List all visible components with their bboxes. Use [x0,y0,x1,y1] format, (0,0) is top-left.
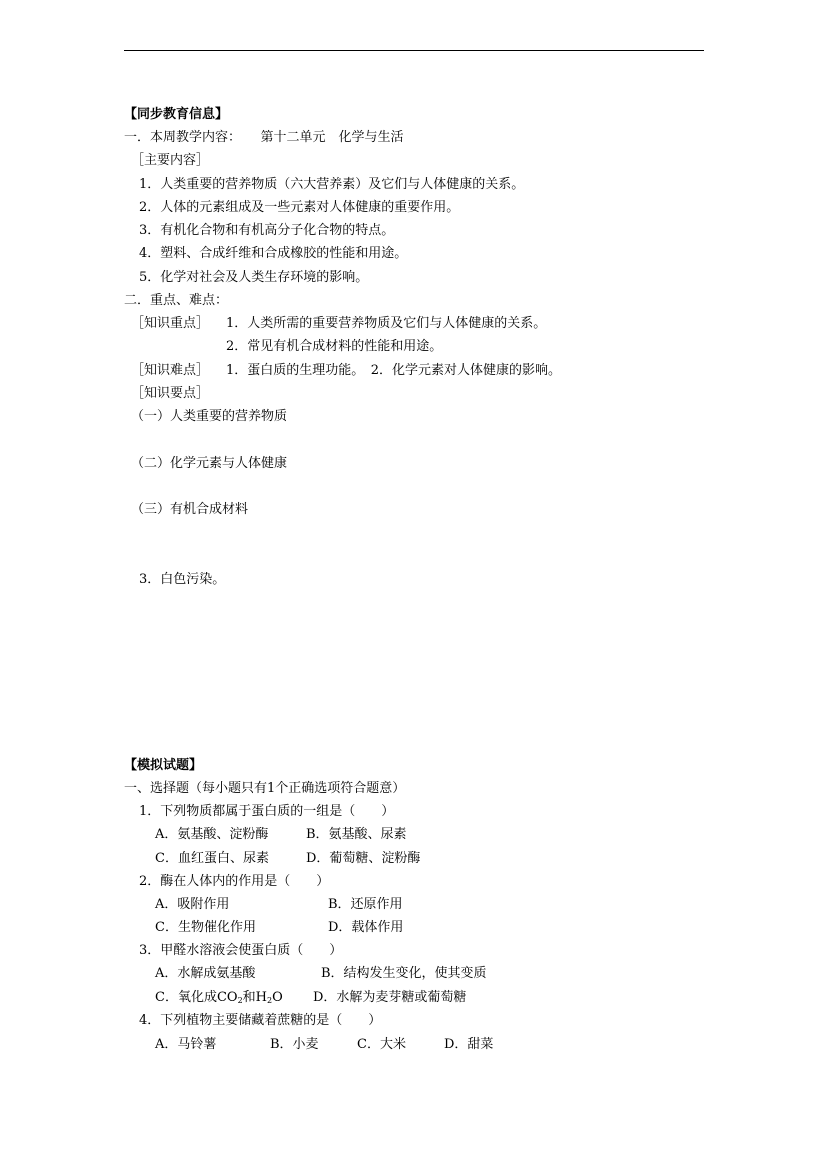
q4-option-a: A．马铃薯 [155,1037,217,1052]
keypoints-heading: 二．重点、难点： [124,293,229,308]
q3-option-c-subscript: 2 [237,996,243,1005]
difficulty-label: ［知识难点］ [131,363,210,378]
q4-stem: 4．下列植物主要储藏着蔗糖的是（ ） [139,1013,382,1028]
q1-stem: 1．下列物质都属于蛋白质的一组是（ ） [139,804,395,819]
q3-option-b: B．结构发生变化，使其变质 [321,966,487,981]
q1-option-d: D．葡萄糖、淀粉酶 [306,851,421,866]
q4-option-b: B．小麦 [270,1037,319,1052]
weekly-content-line: 一．本周教学内容： 第十二单元 化学与生活 [124,130,404,145]
q2-option-c: C．生物催化作用 [155,920,256,935]
main-item-2: 2．人体的元素组成及一些元素对人体健康的重要作用。 [139,200,460,215]
focus-item-2: 2．常见有机合成材料的性能和用途。 [226,339,443,354]
section-title-sync: 【同步教育信息】 [124,107,229,122]
white-pollution-item: 3．白色污染。 [139,572,226,587]
essentials-section-1: （一）人类重要的营养物质 [131,409,288,424]
q3-option-c-middle: 和H [242,990,267,1005]
main-content-heading: ［主要内容］ [131,153,210,168]
q3-option-c-subscript-2: 2 [267,996,273,1005]
section-title-quiz: 【模拟试题】 [124,758,203,773]
q1-option-b: B．氨基酸、尿素 [306,827,407,842]
q2-option-b: B．还原作用 [328,897,403,912]
essentials-section-2: （二）化学元素与人体健康 [131,456,288,471]
q2-option-a: A．吸附作用 [155,897,230,912]
q3-option-c-suffix: O [272,990,283,1005]
q1-option-c: C．血红蛋白、尿素 [155,851,269,866]
q4-option-c: C．大米 [357,1037,406,1052]
header-rule [124,50,704,51]
essentials-section-3: （三）有机合成材料 [131,502,249,517]
main-item-3: 3．有机化合物和有机高分子化合物的特点。 [139,223,395,238]
q3-option-c-prefix: C．氧化成CO [155,990,238,1005]
main-item-1: 1．人类重要的营养物质（六大营养素）及它们与人体健康的关系。 [139,177,525,192]
q3-option-c [155,990,283,1006]
q2-stem: 2．酶在人体内的作用是（ ） [139,874,330,889]
difficulty-text: 1．蛋白质的生理功能。 2．化学元素对人体健康的影响。 [226,363,562,378]
q4-option-d: D．甜菜 [444,1037,494,1052]
focus-item-1: 1．人类所需的重要营养物质及它们与人体健康的关系。 [226,316,547,331]
focus-label: ［知识重点］ [131,316,210,331]
q2-option-d: D．载体作用 [328,920,404,935]
main-item-4: 4．塑料、合成纤维和合成橡胶的性能和用途。 [139,246,408,261]
q3-stem: 3．甲醛水溶液会使蛋白质（ ） [139,943,343,958]
q3-option-d: D．水解为麦芽糖或葡萄糖 [313,990,467,1005]
quiz-section-heading: 一、选择题（每小题只有1个正确选项符合题意） [124,781,406,796]
main-item-5: 5．化学对社会及人类生存环境的影响。 [139,270,369,285]
essentials-label: ［知识要点］ [131,386,210,401]
q3-option-a: A．水解成氨基酸 [155,966,256,981]
q1-option-a: A．氨基酸、淀粉酶 [155,827,269,842]
